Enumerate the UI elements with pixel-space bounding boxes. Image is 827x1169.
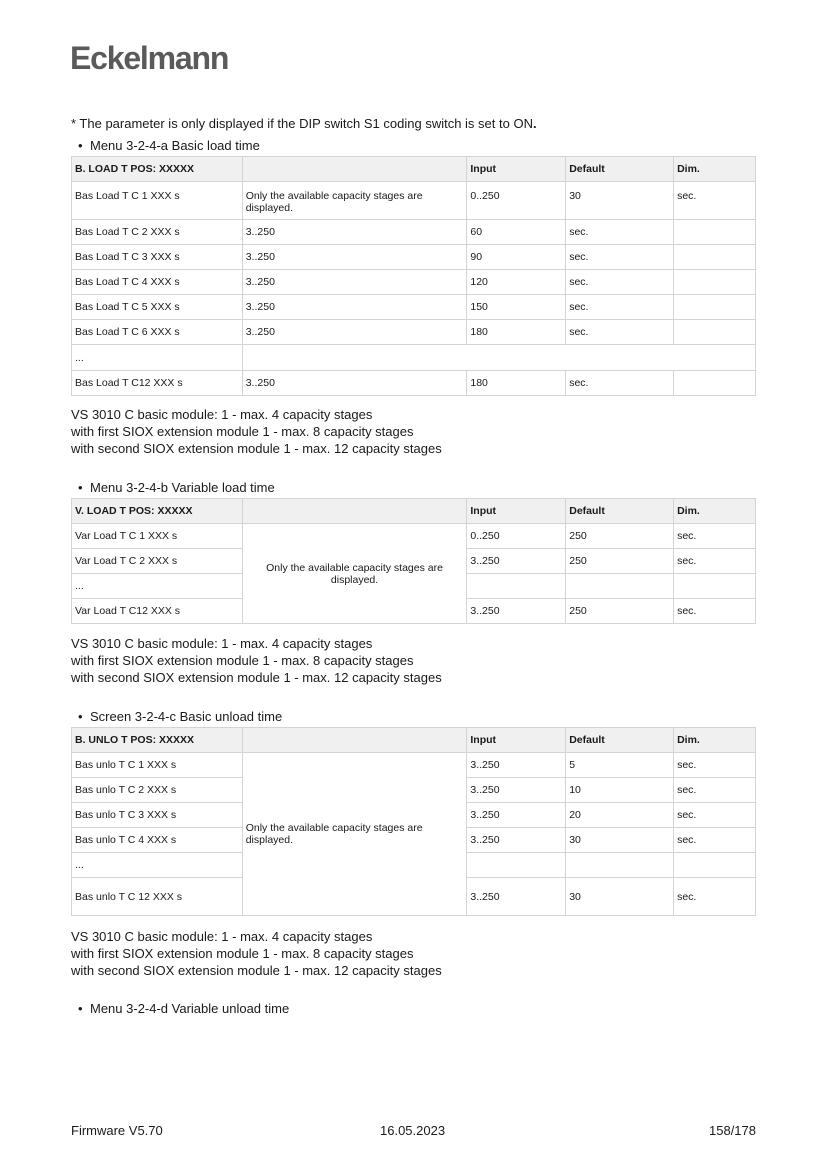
table-row: [72, 220, 756, 245]
table-cell: Var Load T C 2 XXX s: [72, 549, 243, 574]
table-cell: ...: [72, 345, 243, 371]
table-cell: 250: [566, 599, 674, 624]
capacity-stages-note: VS 3010 C basic module: 1 - max. 4 capacity stages with first SIOX extension module 1 - max. 8 capacity stages with second SIOX extension module 1 - max. 12 capacity stages: [71, 407, 442, 456]
table-cell: [467, 853, 566, 878]
header-cell: [242, 157, 467, 182]
table-cell: Bas unlo T C 4 XXX s: [72, 828, 243, 853]
table-row: [72, 371, 756, 396]
table-cell: Bas Load T C 5 XXX s: [72, 295, 243, 320]
table-cell: 3..250: [467, 753, 566, 778]
table-row: [72, 753, 756, 778]
table-cell: Bas unlo T C 1 XXX s: [72, 753, 243, 778]
table-cell: 3..250: [242, 371, 467, 396]
table-cell: Bas Load T C 3 XXX s: [72, 245, 243, 270]
header-cell: Default: [566, 728, 674, 753]
table-cell: 3..250: [467, 878, 566, 916]
table-header-row: [72, 157, 756, 182]
table-cell: 0..250: [467, 182, 566, 220]
table-cell: sec.: [566, 295, 674, 320]
table-cell: 3..250: [467, 549, 566, 574]
table-cell: 3..250: [467, 599, 566, 624]
table-cell: Bas Load T C 6 XXX s: [72, 320, 243, 345]
table-cell: [674, 574, 756, 599]
table-cell: ...: [72, 853, 243, 878]
table-header-row: [72, 728, 756, 753]
table-cell: [674, 220, 756, 245]
table-cell: Bas Load T C 2 XXX s: [72, 220, 243, 245]
table-cell: sec.: [674, 828, 756, 853]
header-cell: V. LOAD T POS: XXXXX: [72, 499, 243, 524]
table-cell: Var Load T C 1 XXX s: [72, 524, 243, 549]
table-cell: 90: [467, 245, 566, 270]
table-cell: Bas Load T C 1 XXX s: [72, 182, 243, 220]
table-cell: 120: [467, 270, 566, 295]
table-cell: Bas unlo T C 12 XXX s: [72, 878, 243, 916]
table-cell: [467, 574, 566, 599]
table-cell: [674, 320, 756, 345]
table-cell: 3..250: [242, 220, 467, 245]
table-cell: sec.: [674, 182, 756, 220]
table-cell: sec.: [566, 245, 674, 270]
table-cell: sec.: [674, 599, 756, 624]
table-cell: 150: [467, 295, 566, 320]
variable-load-time-table: [71, 498, 756, 624]
table-cell: 3..250: [242, 270, 467, 295]
table-cell: 3..250: [467, 803, 566, 828]
table-cell: 180: [467, 371, 566, 396]
eckelmann-logo: Eckelmann: [70, 40, 229, 76]
table-cell: ...: [72, 574, 243, 599]
table-cell: sec.: [674, 803, 756, 828]
table-cell: 250: [566, 549, 674, 574]
table-row: [72, 524, 756, 549]
dip-switch-note: * The parameter is only displayed if the DIP switch S1 coding switch is set to ON.: [71, 116, 537, 131]
table-cell: [566, 853, 674, 878]
table-row: [72, 245, 756, 270]
table-cell: sec.: [674, 778, 756, 803]
merged-note-cell: Only the available capacity stages are displayed.: [242, 524, 467, 624]
table-cell: Bas unlo T C 2 XXX s: [72, 778, 243, 803]
table-cell: Bas Load T C12 XXX s: [72, 371, 243, 396]
table-cell: sec.: [566, 320, 674, 345]
header-cell: Input: [467, 499, 566, 524]
capacity-stages-note: VS 3010 C basic module: 1 - max. 4 capacity stages with first SIOX extension module 1 - max. 8 capacity stages with second SIOX extension module 1 - max. 12 capacity stages: [71, 636, 442, 685]
table-row: [72, 295, 756, 320]
table-cell: [242, 345, 755, 371]
header-cell: Dim.: [674, 728, 756, 753]
table-cell: 60: [467, 220, 566, 245]
footer-date: 16.05.2023: [380, 1123, 446, 1138]
table-cell: Bas Load T C 4 XXX s: [72, 270, 243, 295]
table-cell: 3..250: [242, 295, 467, 320]
table-cell: sec.: [566, 270, 674, 295]
table-cell: sec.: [566, 371, 674, 396]
table-cell: 30: [566, 878, 674, 916]
table-cell: 3..250: [242, 320, 467, 345]
header-cell: Dim.: [674, 157, 756, 182]
header-cell: Default: [566, 157, 674, 182]
table-cell: 180: [467, 320, 566, 345]
table-row: [72, 270, 756, 295]
footer-firmware: Firmware V5.70: [71, 1123, 163, 1138]
header-cell: Dim.: [674, 499, 756, 524]
header-cell: [242, 728, 467, 753]
basic-unload-time-table: [71, 727, 756, 916]
footer-page-number: 158/178: [709, 1123, 756, 1138]
table-row: [72, 345, 756, 371]
table-cell: [674, 371, 756, 396]
table-cell: [674, 853, 756, 878]
table-cell: 3..250: [467, 778, 566, 803]
table-cell: sec.: [674, 753, 756, 778]
table-header-row: [72, 499, 756, 524]
table-cell: 3..250: [467, 828, 566, 853]
table-cell: sec.: [674, 524, 756, 549]
bullet-variable-load-time: • Menu 3-2-4-b Variable load time: [78, 480, 275, 495]
table-row: [72, 182, 756, 220]
table-cell: [674, 270, 756, 295]
header-cell: Input: [467, 157, 566, 182]
table-cell: sec.: [674, 549, 756, 574]
header-cell: B. UNLO T POS: XXXXX: [72, 728, 243, 753]
header-cell: [242, 499, 467, 524]
bullet-basic-load-time: • Menu 3-2-4-a Basic load time: [78, 138, 260, 153]
header-cell: B. LOAD T POS: XXXXX: [72, 157, 243, 182]
bullet-basic-unload-time: • Screen 3-2-4-c Basic unload time: [78, 709, 283, 724]
table-cell: 30: [566, 828, 674, 853]
bullet-variable-unload-time: • Menu 3-2-4-d Variable unload time: [78, 1001, 290, 1016]
capacity-stages-note: VS 3010 C basic module: 1 - max. 4 capacity stages with first SIOX extension module 1 - max. 8 capacity stages with second SIOX extension module 1 - max. 12 capacity stages: [71, 929, 442, 978]
header-cell: Input: [467, 728, 566, 753]
table-cell: 250: [566, 524, 674, 549]
table-cell: 5: [566, 753, 674, 778]
table-cell: sec.: [674, 878, 756, 916]
table-cell: 30: [566, 182, 674, 220]
basic-load-time-table: [71, 156, 756, 396]
table-row: [72, 320, 756, 345]
table-cell: Var Load T C12 XXX s: [72, 599, 243, 624]
table-cell: 0..250: [467, 524, 566, 549]
merged-note-cell: Only the available capacity stages are displayed.: [242, 753, 467, 916]
table-cell: 10: [566, 778, 674, 803]
table-cell: sec.: [566, 220, 674, 245]
table-cell: 3..250: [242, 245, 467, 270]
table-cell: [566, 574, 674, 599]
table-cell: Bas unlo T C 3 XXX s: [72, 803, 243, 828]
header-cell: Default: [566, 499, 674, 524]
table-cell: Only the available capacity stages are displayed.: [242, 182, 467, 220]
table-cell: 20: [566, 803, 674, 828]
table-cell: [674, 245, 756, 270]
table-cell: [674, 295, 756, 320]
